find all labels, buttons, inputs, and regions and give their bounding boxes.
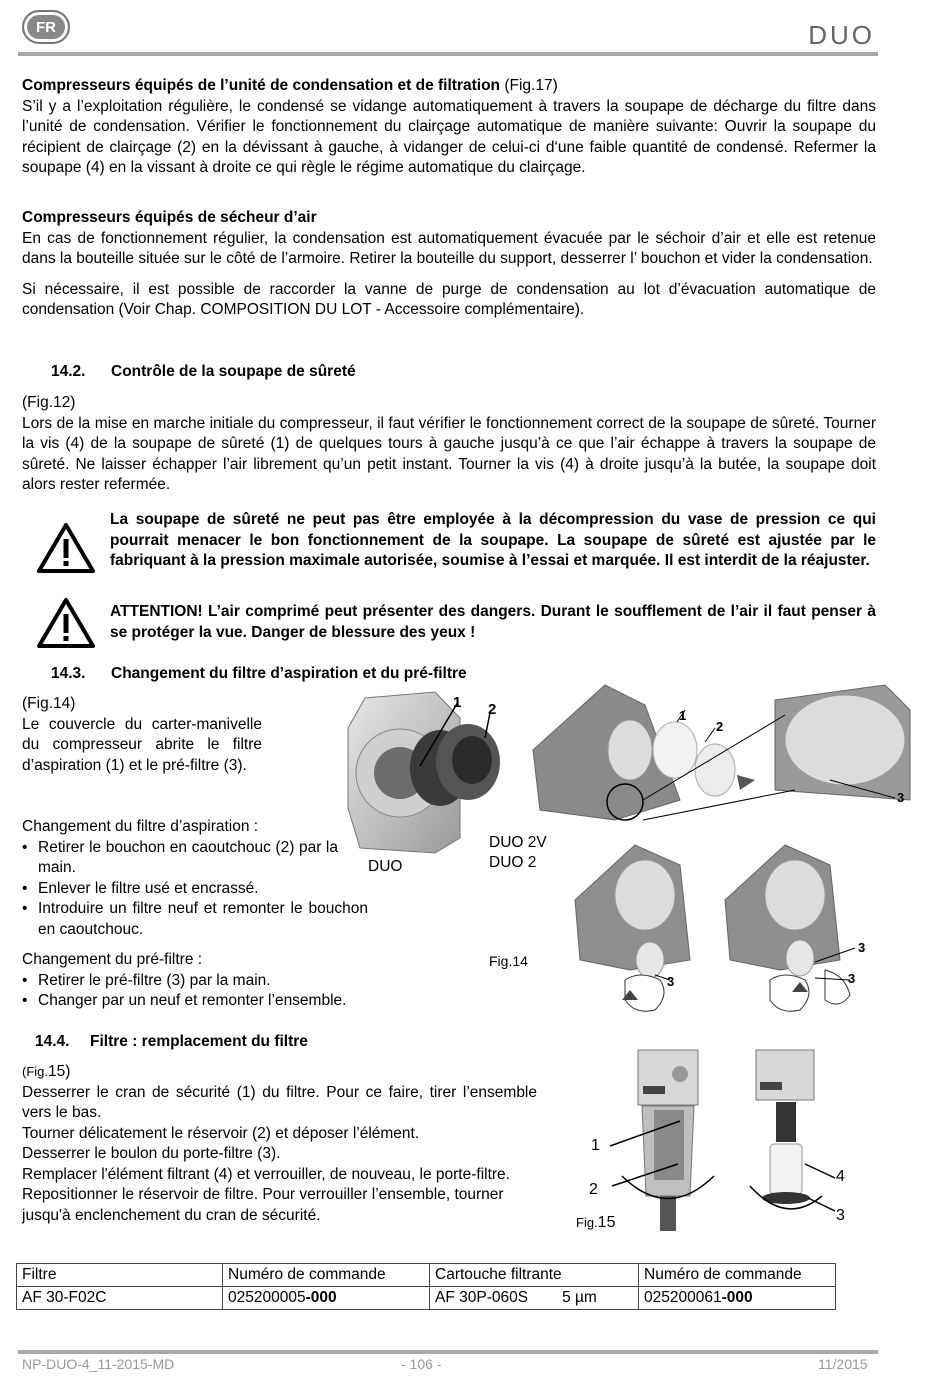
section-filter-replace bbox=[22, 1062, 537, 1226]
section-number: 14.2. bbox=[51, 363, 86, 380]
callout-number: 3 bbox=[858, 940, 866, 955]
order-table bbox=[16, 1263, 836, 1310]
paragraph: Tourner délicatement le réservoir (2) et déposer l’élément. bbox=[22, 1124, 420, 1142]
paragraph: En cas de fonctionnement régulier, la condensation est automatiquement évacuée par le séchoir d’air et elle est retenue dans la bouteille située sur le côté de l’armoire. Retirer la bouteille du support, desserrer l’ bouchon et vider la condensation. bbox=[22, 229, 876, 267]
figure-caption: Fig.14 bbox=[489, 953, 528, 969]
section-number: 14.3. bbox=[51, 665, 86, 682]
section-dryer bbox=[22, 208, 876, 321]
figure-caption: Fig.15 bbox=[576, 1214, 616, 1231]
section-heading: Contrôle de la soupape de sûreté bbox=[111, 363, 356, 380]
table-row bbox=[17, 1287, 836, 1310]
section-heading: Filtre : remplacement du filtre bbox=[90, 1033, 308, 1050]
callout-number: 3 bbox=[848, 971, 856, 986]
section-heading: Changement du filtre d’aspiration et du pré-filtre bbox=[111, 665, 467, 682]
warning-text: La soupape de sûreté ne peut pas être employée à la décompression du vase de pression ce qui pourrait menacer le bon fonctionnement de la soupape. La soupape de sûreté est ajustée par le fabriquant à la pression maximale autorisée, soumise à l’essai et marquée. Il est interdit de la réajuster. bbox=[110, 511, 876, 569]
list-item: • Enlever le filtre usé et encrassé. bbox=[22, 879, 368, 900]
callout-number: 1 bbox=[453, 694, 462, 711]
paragraph: Repositionner le réservoir de filtre. Pour verrouiller l’ensemble, tourner jusqu'à enclenchement du cran de sécurité. bbox=[22, 1186, 504, 1224]
step-list bbox=[22, 838, 368, 941]
warning-triangle-icon bbox=[36, 522, 96, 574]
section-safety-valve bbox=[22, 393, 876, 496]
model-label: DUO 2 bbox=[489, 854, 537, 871]
callout-number: 2 bbox=[589, 1181, 598, 1198]
table-header: Numéro de commande bbox=[223, 1264, 430, 1287]
table-cell: AF 30-F02C bbox=[17, 1287, 223, 1310]
paragraph: Lors de la mise en marche initiale du compresseur, il faut vérifier le fonctionnement correct de la soupape de sûreté. Tourner la vis (4) de la soupape de sûreté (1) de quelques tours à gauche jusqu’à ce que l’air échappe à travers la soupape de sûreté. Ne laisser échapper l’air librement qu’un petit instant. Tourner la vis (4) à droite jusqu’à la butée, la soupape doit alors rester refermée. bbox=[22, 414, 876, 493]
paragraph: S’il y a l’exploitation régulière, le condensé se vidange automatiquement à travers la soupape de décharge du filtre dans l’unité de condensation. Vérifier le fonctionnement du clairçage automatique de manière suivante: Ouvrir la soupape du récipient de clairçage (2) en la dévissant à gauche, à vidanger de celui-ci d‘une faible quantité de condensé. Refermer la soupape (4) en la vissant à droite ce qui règle le régime automatique du clairçage. bbox=[22, 97, 876, 176]
air-filter-illustration bbox=[580, 1046, 850, 1241]
subheading: Changement du pré-filtre : bbox=[22, 951, 203, 968]
fig-ref: (Fig.17) bbox=[500, 77, 558, 94]
section-number: 14.4. bbox=[35, 1033, 70, 1050]
table-cell: AF 30P-060S 5 µm bbox=[430, 1287, 639, 1310]
paragraph: Remplacer l'élément filtrant (4) et verrouiller, de nouveau, le porte-filtre. bbox=[22, 1165, 510, 1183]
table-header: Filtre bbox=[17, 1264, 223, 1287]
paragraph: Si nécessaire, il est possible de raccorder la vanne de purge de condensation au lot d’évacuation automatique de condensation (Voir Chap. COMPOSITION DU LOT - Accessoire complémentaire). bbox=[22, 280, 876, 318]
list-item: • Retirer le pré-filtre (3) par la main. bbox=[22, 971, 368, 992]
model-label: DUO bbox=[368, 858, 403, 875]
footer-doc-id: NP-DUO-4_11-2015-MD bbox=[22, 1356, 175, 1372]
section-intake-filter bbox=[22, 694, 262, 776]
duo2-cover-illustration bbox=[525, 680, 915, 830]
model-label: DUO 2V bbox=[489, 834, 547, 851]
paragraph: Desserrer le boulon du porte-filtre (3). bbox=[22, 1145, 281, 1162]
callout-number: 3 bbox=[667, 974, 675, 989]
list-item: • Retirer le bouchon en caoutchouc (2) par la main. bbox=[22, 838, 338, 879]
intake-filter-steps bbox=[22, 817, 368, 1012]
footer-rule bbox=[18, 1350, 878, 1354]
footer-page-number: - 106 - bbox=[401, 1356, 442, 1372]
callout-number: 1 bbox=[679, 708, 687, 723]
callout-number: 3 bbox=[836, 1207, 845, 1224]
list-item: • Introduire un filtre neuf et remonter le bouchon en caoutchouc. bbox=[22, 899, 368, 940]
header-rule bbox=[18, 52, 878, 56]
table-header-row bbox=[17, 1264, 836, 1287]
subheading: Changement du filtre d’aspiration : bbox=[22, 818, 259, 835]
warning-text: ATTENTION! L’air comprimé peut présenter des dangers. Durant le soufflement de l’air il faut penser à se protéger la vue. Danger de blessure des yeux ! bbox=[110, 603, 876, 641]
table-cell: 025200005-000 bbox=[223, 1287, 430, 1310]
step-list bbox=[22, 971, 368, 1012]
language-badge: FR bbox=[22, 10, 70, 44]
section-condensation bbox=[22, 76, 876, 179]
paragraph: Le couvercle du carter-manivelle du compresseur abrite le filtre d’aspiration (1) et le pré-filtre (3). bbox=[22, 715, 262, 774]
table-header: Numéro de commande bbox=[639, 1264, 836, 1287]
callout-number: 2 bbox=[716, 719, 724, 734]
callout-number: 3 bbox=[897, 790, 905, 805]
fig-ref: (Fig.14) bbox=[22, 695, 76, 712]
callout-number: 4 bbox=[836, 1168, 845, 1185]
callout-number: 1 bbox=[591, 1137, 600, 1154]
brand-title: DUO bbox=[808, 20, 875, 50]
table-header: Cartouche filtrante bbox=[430, 1264, 639, 1287]
list-item: • Changer par un neuf et remonter l’ensemble. bbox=[22, 991, 368, 1012]
callout-number: 2 bbox=[488, 701, 497, 718]
table-cell: 025200061-000 bbox=[639, 1287, 836, 1310]
prefilter-removal-illustration bbox=[570, 840, 890, 1020]
section-title: Compresseurs équipés de sécheur d’air bbox=[22, 209, 317, 226]
fig-ref: (Fig.15) bbox=[22, 1063, 71, 1080]
paragraph: Desserrer le cran de sécurité (1) du filtre. Pour ce faire, tirer l’ensemble vers le bas. bbox=[22, 1083, 537, 1121]
fig-ref: (Fig.12) bbox=[22, 394, 76, 411]
footer-date: 11/2015 bbox=[818, 1356, 868, 1372]
warning-triangle-icon bbox=[36, 597, 96, 649]
section-title: Compresseurs équipés de l’unité de condensation et de filtration bbox=[22, 77, 501, 94]
